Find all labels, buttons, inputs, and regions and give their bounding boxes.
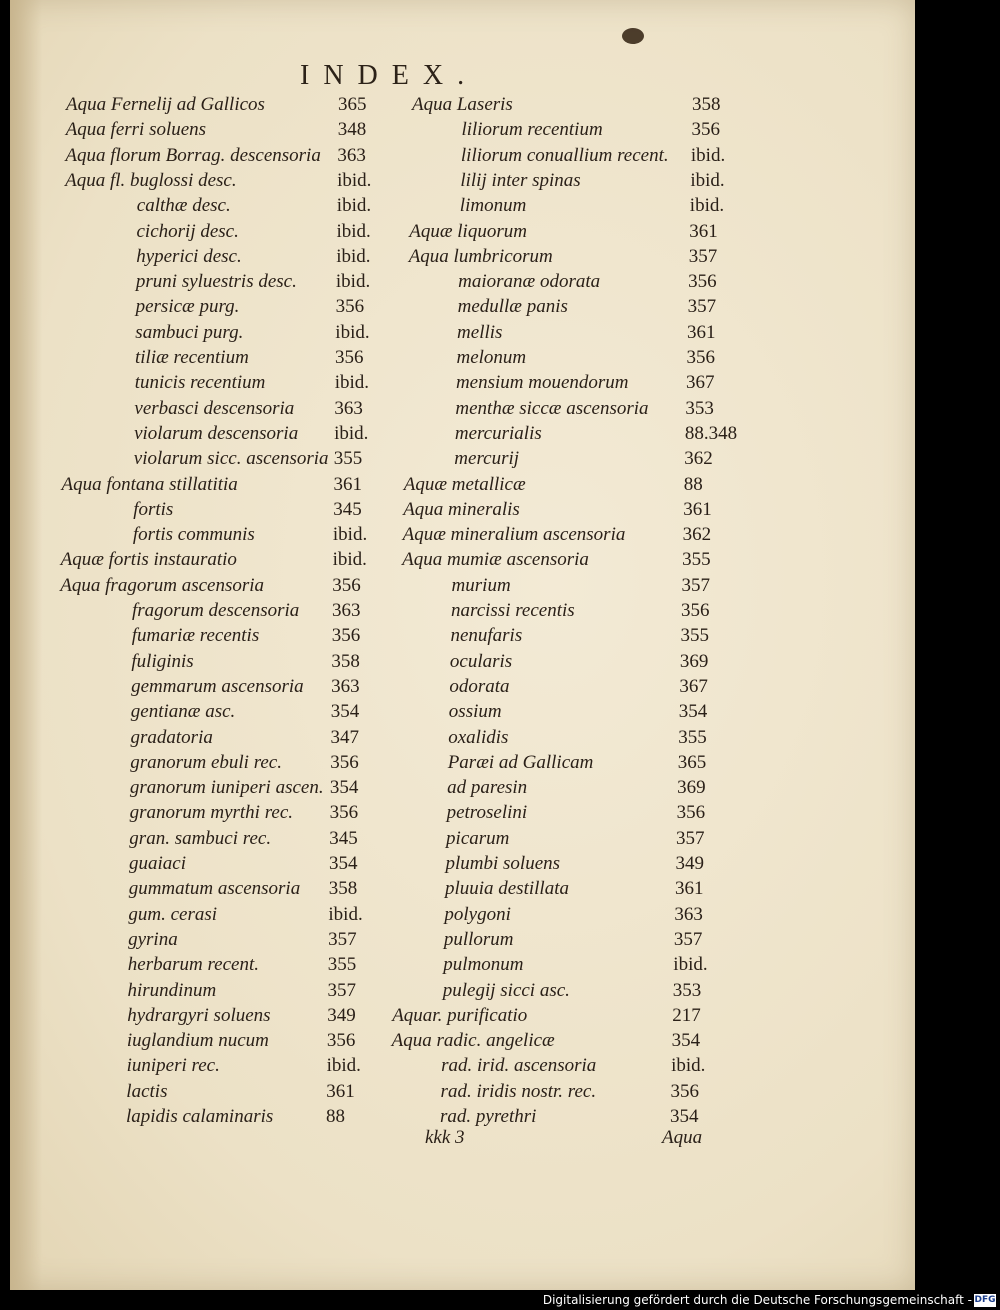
index-entry xyxy=(409,219,739,245)
index-page-number: 358 xyxy=(331,650,360,672)
index-entry xyxy=(403,497,733,523)
index-entry xyxy=(61,547,391,573)
index-page-number: 88 xyxy=(326,1106,345,1127)
index-page-number: 356 xyxy=(681,600,710,621)
index-page-number: 356 xyxy=(326,1030,356,1052)
index-entry xyxy=(405,421,738,447)
index-entry xyxy=(393,952,723,978)
index-term: violarum sicc. ascensoria xyxy=(133,448,329,470)
index-page-number: ibid. xyxy=(337,169,372,191)
index-entry xyxy=(55,1003,385,1029)
index-page-number: ibid. xyxy=(336,195,372,217)
index-term: Aqua radic. angelicæ xyxy=(391,1030,555,1052)
index-entry xyxy=(60,573,390,599)
catchword: Aqua xyxy=(662,1127,703,1148)
index-term: gentianæ asc. xyxy=(130,701,236,723)
index-page-number: ibid. xyxy=(334,422,369,444)
index-term: iuglandium nucum xyxy=(126,1030,269,1052)
digitization-footer xyxy=(0,1292,1000,1310)
index-page-number: 349 xyxy=(327,1004,356,1026)
index-page-number: ibid. xyxy=(336,220,371,242)
index-term: hyperici desc. xyxy=(136,245,242,267)
index-term: fortis xyxy=(133,498,174,520)
index-entry xyxy=(397,775,727,801)
index-entry xyxy=(399,699,729,725)
index-entry xyxy=(58,750,388,776)
index-page-number: 356 xyxy=(329,802,359,824)
index-term: Aqua florum Borrag. descensoria xyxy=(65,144,321,166)
index-term: gyrina xyxy=(128,928,178,950)
index-page-number: 363 xyxy=(334,397,363,419)
index-entry xyxy=(401,598,731,624)
index-page-number: 354 xyxy=(678,701,708,723)
index-term: herbarum recent. xyxy=(127,954,260,976)
index-term: odorata xyxy=(449,675,510,697)
index-page-number: 365 xyxy=(677,751,707,773)
index-term: Aquæ fortis instauratio xyxy=(60,549,237,571)
index-entry xyxy=(58,775,388,801)
index-page-number: ibid. xyxy=(332,524,368,546)
index-entry xyxy=(406,370,736,396)
index-entry xyxy=(402,547,732,573)
index-page-number: 363 xyxy=(337,144,366,166)
index-term: gum. cerasi xyxy=(128,903,218,925)
index-term: violarum descensoria xyxy=(134,422,299,444)
index-entry xyxy=(407,320,737,346)
index-term: polygoni xyxy=(444,903,511,925)
index-entry xyxy=(400,649,730,675)
index-term: ossium xyxy=(448,701,502,723)
index-entry xyxy=(410,168,740,194)
index-entry xyxy=(411,143,741,169)
index-entry xyxy=(399,674,729,700)
index-term: menthæ siccæ ascensoria xyxy=(455,397,649,419)
index-term: lactis xyxy=(126,1080,168,1102)
index-entry xyxy=(66,117,396,143)
index-entry xyxy=(412,92,742,118)
index-entry xyxy=(57,876,387,902)
index-entry xyxy=(411,117,741,143)
index-entry xyxy=(396,826,726,852)
index-page-number: 369 xyxy=(677,777,706,799)
index-term: mercurij xyxy=(454,448,520,470)
index-term: Aqua mumiæ ascensoria xyxy=(402,549,589,571)
index-entry xyxy=(62,446,392,472)
index-entry xyxy=(64,244,394,270)
index-page-number: 354 xyxy=(671,1030,701,1052)
index-entry xyxy=(63,320,393,346)
index-page-number: 361 xyxy=(687,321,716,343)
index-term: cichorij desc. xyxy=(136,220,239,242)
index-entry xyxy=(56,952,386,978)
index-page-number: ibid. xyxy=(689,195,725,217)
index-term: granorum ebuli rec. xyxy=(130,751,282,773)
index-entry xyxy=(64,269,394,295)
page-gutter-shadow xyxy=(10,0,42,1290)
index-page-number: 345 xyxy=(329,827,358,849)
index-entry xyxy=(63,370,393,396)
index-entry xyxy=(65,193,395,219)
index-entry xyxy=(408,269,738,295)
page-header: INDEX. xyxy=(300,60,479,91)
index-page-number: 356 xyxy=(686,347,715,368)
index-entry xyxy=(58,800,388,826)
index-term: ad paresin xyxy=(447,777,528,799)
index-term: Aqua fl. buglossi desc. xyxy=(65,169,237,191)
index-entry xyxy=(400,623,730,649)
index-term: Aqua Laseris xyxy=(412,94,513,115)
index-entry xyxy=(60,598,390,624)
index-entry xyxy=(59,725,389,751)
index-entry xyxy=(404,472,734,498)
index-term: oxalidis xyxy=(448,726,509,748)
index-entry xyxy=(62,396,392,422)
index-term: lapidis calaminaris xyxy=(126,1106,274,1127)
index-entry xyxy=(63,345,393,371)
index-term: pulmonum xyxy=(443,954,524,976)
index-entry xyxy=(396,851,726,877)
index-entry xyxy=(65,168,395,194)
index-term: gemmarum ascensoria xyxy=(131,675,304,697)
index-page-number: 362 xyxy=(682,524,712,546)
index-entry xyxy=(408,294,738,320)
index-term: fumariæ recentis xyxy=(131,625,260,647)
index-page-number: 361 xyxy=(674,878,704,900)
index-page-number: 356 xyxy=(676,802,706,824)
index-term: pulegij sicci asc. xyxy=(442,979,570,1001)
index-entry xyxy=(64,294,394,320)
index-page-number: 355 xyxy=(327,954,357,976)
index-term: Aquæ liquorum xyxy=(409,220,527,242)
index-page-number: 347 xyxy=(330,726,359,748)
index-term: tiliæ recentium xyxy=(135,347,249,368)
index-page-number: 357 xyxy=(681,574,711,596)
index-entry xyxy=(54,1079,384,1105)
index-page-number: 354 xyxy=(330,701,360,723)
index-term: granorum myrthi rec. xyxy=(129,802,294,824)
index-entry xyxy=(398,750,728,776)
index-term: melonum xyxy=(456,347,527,368)
index-page-number: 355 xyxy=(678,726,707,748)
index-term: Aqua ferri soluens xyxy=(65,119,207,141)
index-term: rad. irid. ascensoria xyxy=(441,1055,597,1077)
index-term: picarum xyxy=(446,827,510,849)
index-entry xyxy=(403,522,733,548)
index-term: ocularis xyxy=(449,650,513,672)
index-page-number: 356 xyxy=(335,347,364,368)
index-term: pruni syluestris desc. xyxy=(135,271,297,293)
index-page-number: 356 xyxy=(335,296,365,318)
index-page-number: 361 xyxy=(333,473,362,495)
index-term: petroselini xyxy=(446,802,528,824)
index-page-number: ibid. xyxy=(335,271,371,293)
index-term: Aquæ mineralium ascensoria xyxy=(402,524,626,546)
index-entry xyxy=(393,978,723,1004)
index-page-number: ibid. xyxy=(334,372,369,394)
index-term: pullorum xyxy=(443,928,514,950)
index-term: rad. pyrethri xyxy=(440,1106,537,1127)
index-entry xyxy=(61,497,391,523)
index-page-number: 357 xyxy=(328,928,357,950)
index-entry xyxy=(391,1079,721,1105)
index-term: sambuci purg. xyxy=(135,321,244,343)
index-entry xyxy=(402,573,732,599)
index-entry xyxy=(65,143,395,169)
index-term: Aqua fontana stillatitia xyxy=(61,473,238,495)
index-page-number: 349 xyxy=(675,853,704,874)
index-term: pluuia destillata xyxy=(444,878,569,900)
index-page-number: ibid. xyxy=(673,954,708,976)
index-page-number: 369 xyxy=(679,650,709,672)
index-term: fortis communis xyxy=(132,524,255,546)
index-page-number: 355 xyxy=(333,448,363,470)
index-term: mensium mouendorum xyxy=(455,372,629,394)
index-entry xyxy=(54,1104,384,1130)
index-entry xyxy=(55,1028,385,1054)
index-page-number: 354 xyxy=(329,853,358,874)
index-entry xyxy=(56,902,386,928)
index-term: fuliginis xyxy=(131,650,194,672)
index-page-number: 361 xyxy=(689,220,718,242)
index-page-number: ibid. xyxy=(326,1055,361,1077)
index-page-number: ibid. xyxy=(690,144,726,166)
index-term: persicæ purg. xyxy=(135,296,240,318)
index-page-number: 356 xyxy=(331,625,361,647)
index-page-number: 345 xyxy=(333,498,362,520)
index-term: narcissi recentis xyxy=(451,600,575,621)
index-page-number: 354 xyxy=(670,1106,699,1127)
index-entry xyxy=(407,345,737,371)
dfg-logo-icon: DFG xyxy=(974,1295,996,1305)
index-page-number: 353 xyxy=(685,397,714,419)
index-entry xyxy=(57,851,387,877)
index-page-number: 357 xyxy=(673,928,703,950)
index-term: tunicis recentium xyxy=(134,372,266,394)
index-term: liliorum conuallium recent. xyxy=(460,144,669,166)
index-term: Aqua fragorum ascensoria xyxy=(60,574,265,596)
index-term: hydrargyri soluens xyxy=(127,1004,271,1026)
index-term: iuniperi rec. xyxy=(126,1055,220,1077)
index-entry xyxy=(62,472,392,498)
index-page-number: 348 xyxy=(337,119,367,141)
index-entry xyxy=(57,826,387,852)
index-page-number: 357 xyxy=(676,827,705,849)
index-page-number: 358 xyxy=(328,878,358,900)
index-page-number: 361 xyxy=(683,498,712,520)
index-entry xyxy=(56,978,386,1004)
index-entry xyxy=(409,244,739,270)
index-page-number: 356 xyxy=(691,119,720,141)
index-page-number: 353 xyxy=(672,979,702,1001)
index-term: Aqua lumbricorum xyxy=(408,245,553,267)
index-page-number: 356 xyxy=(330,751,359,773)
index-term: rad. iridis nostr. rec. xyxy=(440,1080,597,1102)
index-page-number: 356 xyxy=(688,271,717,293)
index-page-number: 365 xyxy=(338,94,367,115)
index-entry xyxy=(391,1053,721,1079)
index-page-number: ibid. xyxy=(690,169,725,191)
index-entry xyxy=(394,927,724,953)
index-page-number: 88 xyxy=(683,473,703,495)
index-entry xyxy=(392,1003,722,1029)
index-entry xyxy=(394,902,724,928)
ink-stain xyxy=(622,28,644,44)
index-term: nenufaris xyxy=(450,625,523,647)
index-entry xyxy=(56,927,386,953)
index-page-number: 357 xyxy=(687,296,717,318)
index-page-number: 358 xyxy=(692,94,721,115)
index-term: Aquar. purificatio xyxy=(392,1004,528,1026)
index-page-number: 361 xyxy=(326,1080,355,1102)
index-term: lilij inter spinas xyxy=(460,169,581,191)
index-page-number: ibid. xyxy=(671,1055,706,1077)
index-entry xyxy=(405,396,735,422)
signature-mark: kkk 3 xyxy=(425,1127,465,1148)
index-entry xyxy=(61,522,391,548)
index-term: Aqua mineralis xyxy=(403,498,520,520)
index-term: limonum xyxy=(459,195,527,217)
index-entry xyxy=(390,1104,720,1130)
index-term: gummatum ascensoria xyxy=(128,878,301,900)
index-page-number: 356 xyxy=(332,574,361,596)
index-term: maioranæ odorata xyxy=(458,271,601,293)
index-page-number: 355 xyxy=(680,625,709,647)
index-entry xyxy=(392,1028,722,1054)
index-page-number: 363 xyxy=(332,600,361,621)
index-entry xyxy=(65,219,395,245)
index-page-number: ibid. xyxy=(332,549,367,571)
index-page-number: 88.348 xyxy=(684,422,738,444)
index-term: gradatoria xyxy=(130,726,213,748)
index-entry xyxy=(59,649,389,675)
index-entry xyxy=(62,421,392,447)
index-term: murium xyxy=(451,574,511,596)
index-entry xyxy=(398,725,728,751)
index-page-number: 362 xyxy=(684,448,713,470)
index-page-number: 355 xyxy=(682,549,711,571)
index-entry xyxy=(404,446,734,472)
index-term: calthæ desc. xyxy=(136,195,231,217)
index-page-number: 363 xyxy=(331,675,360,697)
index-term: hirundinum xyxy=(127,979,217,1001)
index-page-number: 357 xyxy=(327,979,356,1001)
index-term: Paræi ad Gallicam xyxy=(447,751,594,773)
index-term: medullæ panis xyxy=(457,296,568,318)
index-term: Aqua Fernelij ad Gallicos xyxy=(66,94,265,115)
index-term: liliorum recentium xyxy=(461,119,603,141)
index-term: gran. sambuci rec. xyxy=(129,827,272,849)
index-entry xyxy=(59,699,389,725)
index-entry xyxy=(410,193,740,219)
index-term: fragorum descensoria xyxy=(132,600,300,621)
index-term: mercurialis xyxy=(454,422,542,444)
index-page-number: ibid. xyxy=(336,245,371,267)
index-page-number: 363 xyxy=(674,903,703,925)
index-term: guaiaci xyxy=(129,853,186,874)
index-term: Aquæ metallicæ xyxy=(403,473,526,495)
index-term: granorum iuniperi ascen. xyxy=(129,777,324,799)
index-entry xyxy=(397,800,727,826)
index-entry xyxy=(66,92,396,118)
index-entry xyxy=(59,674,389,700)
index-page-number: ibid. xyxy=(335,321,370,343)
index-entry xyxy=(55,1053,385,1079)
index-term: verbasci descensoria xyxy=(134,397,295,419)
index-page-number: 356 xyxy=(670,1080,700,1102)
footer-credit-text: Digitalisierung gefördert durch die Deutsche Forschungsgemeinschaft - xyxy=(542,1293,972,1307)
index-entry xyxy=(60,623,390,649)
index-term: plumbi soluens xyxy=(445,853,561,874)
index-page-number: 367 xyxy=(679,675,708,697)
index-page-number: 367 xyxy=(685,372,715,394)
index-entry xyxy=(395,876,725,902)
index-term: mellis xyxy=(457,321,503,343)
index-page-number: 357 xyxy=(688,245,718,267)
index-page-number: 217 xyxy=(672,1004,701,1026)
index-page-number: 354 xyxy=(329,777,359,799)
index-page-number: ibid. xyxy=(328,903,363,925)
